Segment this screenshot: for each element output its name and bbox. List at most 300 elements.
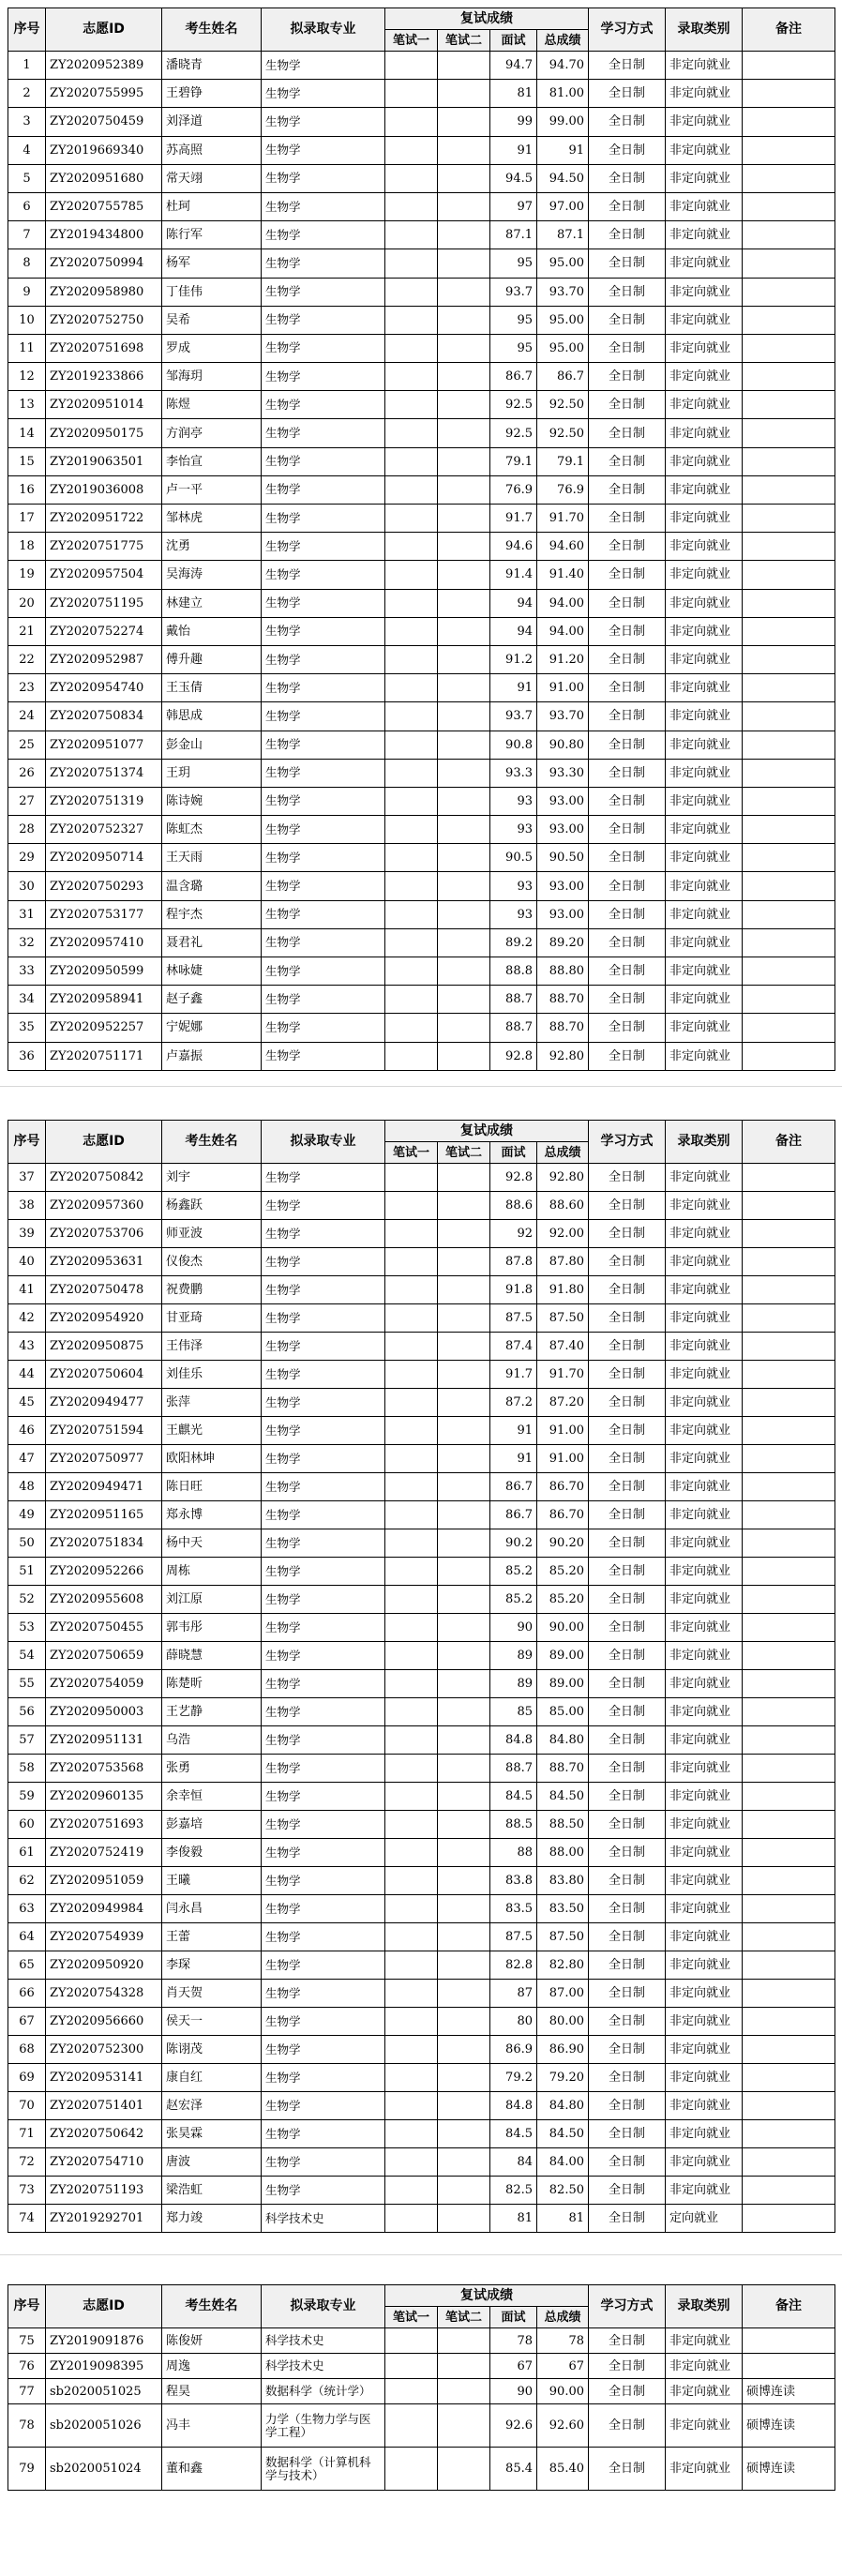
cell-mode: 全日制: [589, 391, 666, 419]
cell-category: 非定向就业: [666, 1529, 743, 1558]
table-row: [8, 1417, 835, 1445]
cell-written2: [438, 561, 490, 589]
cell-mode: 全日制: [589, 2177, 666, 2205]
cell-remark: [743, 2148, 835, 2177]
cell-written2: [438, 731, 490, 759]
cell-interview: 89.2: [490, 928, 537, 957]
cell-written2: [438, 1501, 490, 1529]
cell-name: 丁佳伟: [162, 278, 262, 306]
cell-name: 李俊毅: [162, 1839, 262, 1867]
cell-name: 宁妮娜: [162, 1014, 262, 1042]
cell-name: 刘佳乐: [162, 1361, 262, 1389]
cell-written1: [385, 674, 438, 702]
cell-category: 非定向就业: [666, 2148, 743, 2177]
cell-seq: 50: [8, 1529, 46, 1558]
cell-seq: 9: [8, 278, 46, 306]
cell-total: 91.00: [537, 1445, 589, 1473]
cell-remark: [743, 617, 835, 645]
cell-major: 生物学: [262, 391, 385, 419]
cell-seq: 48: [8, 1473, 46, 1501]
header-major: 拟录取专业: [262, 2285, 385, 2328]
cell-major: 生物学: [262, 589, 385, 617]
cell-id: ZY2020753177: [46, 900, 162, 928]
cell-written1: [385, 787, 438, 815]
cell-id: ZY2020954740: [46, 674, 162, 702]
header-remark: 备注: [743, 8, 835, 52]
cell-category: 非定向就业: [666, 1811, 743, 1839]
cell-category: 非定向就业: [666, 1445, 743, 1473]
header-total: 总成绩: [537, 30, 589, 52]
cell-major: 生物学: [262, 1670, 385, 1698]
cell-interview: 89: [490, 1670, 537, 1698]
cell-written2: [438, 2354, 490, 2379]
cell-id: ZY2020750659: [46, 1642, 162, 1670]
cell-id: ZY2020951165: [46, 1501, 162, 1529]
cell-category: 定向就业: [666, 2205, 743, 2233]
cell-written1: [385, 419, 438, 447]
cell-category: 非定向就业: [666, 475, 743, 504]
cell-name: 聂君礼: [162, 928, 262, 957]
cell-category: 非定向就业: [666, 278, 743, 306]
table-page-3: [8, 2284, 834, 2491]
cell-written2: [438, 278, 490, 306]
cell-major: 生物学: [262, 1698, 385, 1726]
cell-remark: [743, 1473, 835, 1501]
cell-remark: [743, 1192, 835, 1220]
cell-major: 生物学: [262, 1276, 385, 1304]
cell-interview: 87.5: [490, 1923, 537, 1951]
cell-id: ZY2020752750: [46, 306, 162, 334]
cell-major: 生物学: [262, 957, 385, 986]
cell-remark: [743, 1670, 835, 1698]
cell-written1: [385, 1670, 438, 1698]
cell-mode: 全日制: [589, 1304, 666, 1333]
cell-id: ZY2020958980: [46, 278, 162, 306]
cell-mode: 全日制: [589, 249, 666, 278]
cell-interview: 92: [490, 1220, 537, 1248]
cell-id: ZY2020754059: [46, 1670, 162, 1698]
cell-written2: [438, 1586, 490, 1614]
cell-category: 非定向就业: [666, 1783, 743, 1811]
cell-major: 生物学: [262, 1248, 385, 1276]
header-id: 志愿ID: [46, 8, 162, 52]
cell-interview: 91.7: [490, 1361, 537, 1389]
header-name: 考生姓名: [162, 8, 262, 52]
cell-total: 87.50: [537, 1304, 589, 1333]
cell-interview: 99: [490, 108, 537, 136]
cell-written2: [438, 221, 490, 249]
cell-written2: [438, 1951, 490, 1980]
cell-total: 92.50: [537, 419, 589, 447]
header-seq: 序号: [8, 8, 46, 52]
cell-remark: [743, 391, 835, 419]
cell-total: 80.00: [537, 2008, 589, 2036]
cell-interview: 94.7: [490, 52, 537, 80]
cell-category: 非定向就业: [666, 363, 743, 391]
cell-seq: 32: [8, 928, 46, 957]
cell-category: 非定向就业: [666, 192, 743, 220]
cell-total: 82.50: [537, 2177, 589, 2205]
cell-remark: [743, 1558, 835, 1586]
cell-major: 生物学: [262, 306, 385, 334]
cell-interview: 93.3: [490, 759, 537, 787]
cell-total: 88.80: [537, 957, 589, 986]
cell-mode: 全日制: [589, 278, 666, 306]
cell-total: 94.70: [537, 52, 589, 80]
cell-name: 李怡宣: [162, 447, 262, 475]
table-row: [8, 1923, 835, 1951]
cell-total: 87.50: [537, 1923, 589, 1951]
cell-interview: 90.2: [490, 1529, 537, 1558]
cell-category: 非定向就业: [666, 957, 743, 986]
cell-category: 非定向就业: [666, 80, 743, 108]
cell-written1: [385, 2148, 438, 2177]
cell-name: 苏高照: [162, 136, 262, 164]
cell-remark: [743, 1014, 835, 1042]
cell-written2: [438, 306, 490, 334]
cell-category: 非定向就业: [666, 2036, 743, 2064]
page-divider: [0, 1086, 842, 1087]
cell-id: ZY2020957410: [46, 928, 162, 957]
cell-written1: [385, 1895, 438, 1923]
cell-mode: 全日制: [589, 986, 666, 1014]
cell-category: 非定向就业: [666, 1558, 743, 1586]
cell-major: 生物学: [262, 2120, 385, 2148]
cell-mode: 全日制: [589, 1529, 666, 1558]
cell-written2: [438, 759, 490, 787]
cell-seq: 75: [8, 2328, 46, 2354]
cell-total: 88.50: [537, 1811, 589, 1839]
cell-written2: [438, 334, 490, 362]
cell-major: 生物学: [262, 2036, 385, 2064]
cell-mode: 全日制: [589, 2328, 666, 2354]
table-row: [8, 957, 835, 986]
cell-id: ZY2020750604: [46, 1361, 162, 1389]
cell-category: 非定向就业: [666, 787, 743, 815]
cell-mode: 全日制: [589, 1333, 666, 1361]
cell-category: 非定向就业: [666, 1923, 743, 1951]
cell-major: 生物学: [262, 1014, 385, 1042]
cell-id: ZY2019292701: [46, 2205, 162, 2233]
cell-mode: 全日制: [589, 108, 666, 136]
cell-written2: [438, 2008, 490, 2036]
cell-seq: 57: [8, 1726, 46, 1755]
cell-name: 程宇杰: [162, 900, 262, 928]
cell-total: 87.80: [537, 1248, 589, 1276]
cell-seq: 62: [8, 1867, 46, 1895]
cell-mode: 全日制: [589, 1698, 666, 1726]
cell-remark: [743, 1389, 835, 1417]
table-row: [8, 475, 835, 504]
cell-written2: [438, 2064, 490, 2092]
cell-category: 非定向就业: [666, 617, 743, 645]
cell-id: ZY2020751698: [46, 334, 162, 362]
cell-major: 科学技术史: [262, 2205, 385, 2233]
cell-name: 张勇: [162, 1755, 262, 1783]
cell-category: 非定向就业: [666, 674, 743, 702]
cell-interview: 88.7: [490, 1755, 537, 1783]
cell-total: 94.00: [537, 617, 589, 645]
cell-written2: [438, 844, 490, 872]
cell-id: ZY2020958941: [46, 986, 162, 1014]
cell-interview: 91.7: [490, 505, 537, 533]
cell-seq: 63: [8, 1895, 46, 1923]
table-row: [8, 192, 835, 220]
cell-interview: 76.9: [490, 475, 537, 504]
cell-id: ZY2019098395: [46, 2354, 162, 2379]
cell-written2: [438, 2092, 490, 2120]
cell-name: 王玥: [162, 759, 262, 787]
cell-total: 90.80: [537, 731, 589, 759]
cell-id: ZY2020949471: [46, 1473, 162, 1501]
cell-written1: [385, 2008, 438, 2036]
cell-id: ZY2020951014: [46, 391, 162, 419]
cell-major: 生物学: [262, 731, 385, 759]
cell-name: 祝费鹏: [162, 1276, 262, 1304]
cell-remark: [743, 221, 835, 249]
cell-seq: 28: [8, 816, 46, 844]
cell-seq: 21: [8, 617, 46, 645]
table-row: [8, 1276, 835, 1304]
cell-name: 王蕾: [162, 1923, 262, 1951]
cell-id: ZY2020751195: [46, 589, 162, 617]
table-row: [8, 363, 835, 391]
cell-mode: 全日制: [589, 1951, 666, 1980]
cell-mode: 全日制: [589, 645, 666, 673]
cell-name: 薛晓慧: [162, 1642, 262, 1670]
table-page-1: [8, 8, 834, 1071]
cell-name: 杨鑫跃: [162, 1192, 262, 1220]
table-row: [8, 2036, 835, 2064]
cell-category: 非定向就业: [666, 2379, 743, 2404]
cell-mode: 全日制: [589, 1014, 666, 1042]
cell-id: ZY2019091876: [46, 2328, 162, 2354]
cell-name: 卢嘉振: [162, 1042, 262, 1070]
cell-category: 非定向就业: [666, 2092, 743, 2120]
cell-major: 科学技术史: [262, 2328, 385, 2354]
cell-total: 92.50: [537, 391, 589, 419]
cell-seq: 79: [8, 2448, 46, 2491]
cell-written1: [385, 589, 438, 617]
cell-name: 侯天一: [162, 2008, 262, 2036]
cell-remark: [743, 505, 835, 533]
cell-major: 生物学: [262, 816, 385, 844]
cell-written1: [385, 2404, 438, 2448]
cell-total: 92.80: [537, 1164, 589, 1192]
cell-remark: [743, 475, 835, 504]
cell-remark: [743, 2036, 835, 2064]
cell-interview: 87.8: [490, 1248, 537, 1276]
cell-id: ZY2020752300: [46, 2036, 162, 2064]
cell-written1: [385, 1304, 438, 1333]
cell-major: 生物学: [262, 1755, 385, 1783]
cell-written1: [385, 2036, 438, 2064]
cell-mode: 全日制: [589, 1586, 666, 1614]
cell-interview: 90: [490, 1614, 537, 1642]
cell-interview: 93.7: [490, 702, 537, 731]
header-category: 录取类别: [666, 2285, 743, 2328]
cell-major: 生物学: [262, 561, 385, 589]
table-row: [8, 1642, 835, 1670]
cell-name: 赵宏泽: [162, 2092, 262, 2120]
cell-written1: [385, 2379, 438, 2404]
cell-remark: [743, 1755, 835, 1783]
cell-mode: 全日制: [589, 1923, 666, 1951]
cell-name: 陈行军: [162, 221, 262, 249]
cell-interview: 88.6: [490, 1192, 537, 1220]
cell-category: 非定向就业: [666, 1614, 743, 1642]
cell-name: 周逸: [162, 2354, 262, 2379]
table-row: [8, 816, 835, 844]
cell-seq: 7: [8, 221, 46, 249]
cell-category: 非定向就业: [666, 928, 743, 957]
cell-total: 84.50: [537, 1783, 589, 1811]
cell-remark: [743, 589, 835, 617]
cell-written1: [385, 306, 438, 334]
cell-written2: [438, 1698, 490, 1726]
cell-mode: 全日制: [589, 787, 666, 815]
cell-category: 非定向就业: [666, 1839, 743, 1867]
table-row: [8, 1951, 835, 1980]
cell-mode: 全日制: [589, 334, 666, 362]
cell-total: 87.1: [537, 221, 589, 249]
cell-category: 非定向就业: [666, 1670, 743, 1698]
cell-remark: [743, 1164, 835, 1192]
cell-written2: [438, 2379, 490, 2404]
cell-interview: 94.6: [490, 533, 537, 561]
cell-major: 生物学: [262, 2064, 385, 2092]
cell-mode: 全日制: [589, 872, 666, 900]
cell-written1: [385, 1839, 438, 1867]
table-row: [8, 674, 835, 702]
cell-written1: [385, 2328, 438, 2354]
cell-name: 吴希: [162, 306, 262, 334]
table-row: [8, 1839, 835, 1867]
cell-mode: 全日制: [589, 1614, 666, 1642]
cell-id: ZY2020754328: [46, 1980, 162, 2008]
table-row: [8, 1811, 835, 1839]
cell-written1: [385, 1417, 438, 1445]
cell-interview: 92.5: [490, 391, 537, 419]
table-row: [8, 2379, 835, 2404]
cell-name: 董和鑫: [162, 2448, 262, 2491]
cell-written2: [438, 1192, 490, 1220]
cell-id: ZY2020953141: [46, 2064, 162, 2092]
cell-mode: 全日制: [589, 1501, 666, 1529]
cell-interview: 85: [490, 1698, 537, 1726]
table-row: [8, 2328, 835, 2354]
cell-mode: 全日制: [589, 617, 666, 645]
header-written2: 笔试二: [438, 30, 490, 52]
cell-written1: [385, 192, 438, 220]
cell-seq: 6: [8, 192, 46, 220]
cell-name: 常天翊: [162, 164, 262, 192]
cell-total: 87.40: [537, 1333, 589, 1361]
cell-name: 郑力竣: [162, 2205, 262, 2233]
cell-mode: 全日制: [589, 2354, 666, 2379]
table-row: [8, 1014, 835, 1042]
table-row: [8, 80, 835, 108]
table-row: [8, 108, 835, 136]
cell-total: 85.20: [537, 1586, 589, 1614]
cell-category: 非定向就业: [666, 731, 743, 759]
table-row: [8, 1445, 835, 1473]
cell-total: 90.00: [537, 2379, 589, 2404]
cell-mode: 全日制: [589, 1839, 666, 1867]
cell-seq: 71: [8, 2120, 46, 2148]
cell-id: ZY2020750293: [46, 872, 162, 900]
cell-id: ZY2020751834: [46, 1529, 162, 1558]
cell-seq: 51: [8, 1558, 46, 1586]
cell-id: ZY2019669340: [46, 136, 162, 164]
cell-remark: [743, 192, 835, 220]
cell-written2: [438, 589, 490, 617]
cell-id: sb2020051026: [46, 2404, 162, 2448]
cell-category: 非定向就业: [666, 1417, 743, 1445]
cell-seq: 26: [8, 759, 46, 787]
header-seq: 序号: [8, 2285, 46, 2328]
cell-total: 92.60: [537, 2404, 589, 2448]
cell-written2: [438, 2120, 490, 2148]
cell-interview: 95: [490, 334, 537, 362]
cell-seq: 65: [8, 1951, 46, 1980]
table-row: [8, 1895, 835, 1923]
table-row: [8, 1755, 835, 1783]
cell-interview: 67: [490, 2354, 537, 2379]
cell-name: 王伟泽: [162, 1333, 262, 1361]
cell-remark: [743, 816, 835, 844]
cell-category: 非定向就业: [666, 2177, 743, 2205]
cell-seq: 41: [8, 1276, 46, 1304]
cell-seq: 29: [8, 844, 46, 872]
cell-name: 乌浩: [162, 1726, 262, 1755]
cell-major: 生物学: [262, 1389, 385, 1417]
cell-total: 84.50: [537, 2120, 589, 2148]
cell-major: 生物学: [262, 108, 385, 136]
cell-remark: [743, 561, 835, 589]
cell-interview: 92.5: [490, 419, 537, 447]
cell-interview: 91.2: [490, 645, 537, 673]
cell-major: 生物学: [262, 221, 385, 249]
cell-mode: 全日制: [589, 164, 666, 192]
cell-category: 非定向就业: [666, 2064, 743, 2092]
cell-name: 戴怡: [162, 617, 262, 645]
cell-interview: 90.5: [490, 844, 537, 872]
cell-category: 非定向就业: [666, 1304, 743, 1333]
cell-seq: 10: [8, 306, 46, 334]
cell-written2: [438, 986, 490, 1014]
cell-major: 生物学: [262, 1333, 385, 1361]
cell-total: 90.00: [537, 1614, 589, 1642]
cell-major: 生物学: [262, 900, 385, 928]
cell-interview: 89: [490, 1642, 537, 1670]
cell-interview: 78: [490, 2328, 537, 2354]
cell-total: 93.70: [537, 702, 589, 731]
cell-major: 生物学: [262, 1586, 385, 1614]
table-row: [8, 1501, 835, 1529]
cell-name: 郭韦彤: [162, 1614, 262, 1642]
cell-mode: 全日制: [589, 1445, 666, 1473]
cell-seq: 35: [8, 1014, 46, 1042]
table-row: [8, 1473, 835, 1501]
cell-written1: [385, 278, 438, 306]
cell-mode: 全日制: [589, 2148, 666, 2177]
cell-mode: 全日制: [589, 306, 666, 334]
cell-id: ZY2020751193: [46, 2177, 162, 2205]
cell-interview: 93.7: [490, 278, 537, 306]
cell-mode: 全日制: [589, 702, 666, 731]
cell-total: 79.20: [537, 2064, 589, 2092]
